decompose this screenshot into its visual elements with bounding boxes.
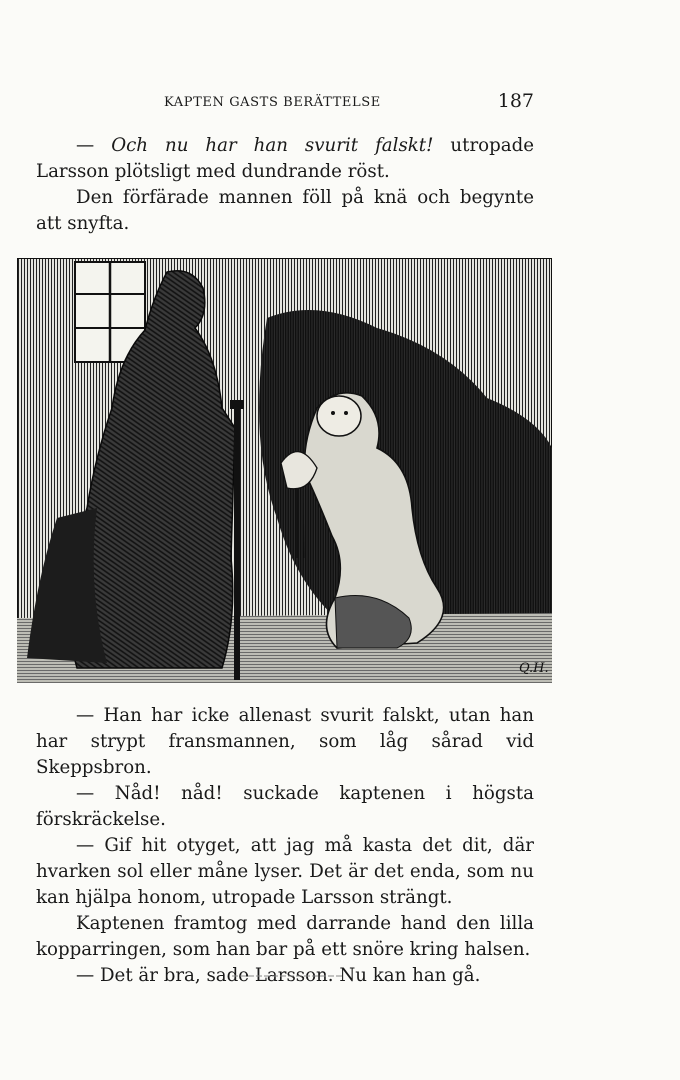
engraving-illustration [17,258,552,683]
paragraph: — Och nu har han svurit falskt! utropade Larsson plötsligt med dundrande röst. [36,135,534,182]
paragraph: — Han har icke allenast svurit falskt, utan han har strypt fransmannen, som låg sårad vid Skeppsbron. [36,705,534,778]
end-ornament [232,974,342,978]
paragraph: — Nåd! nåd! suckade kaptenen i högsta förskräckelse. [36,783,534,830]
artist-signature: Q.H. [519,661,549,676]
page-header [36,90,534,116]
italic-exclamation: Och nu har han svurit falskt! [111,135,434,156]
illustration-graphic [17,258,552,683]
top-text-block [36,133,534,237]
paragraph: Den förfärade mannen föll på knä och begynte att snyfta. [36,187,534,234]
paragraph: — Gif hit otyget, att jag må kasta det dit, där hvarken sol eller måne lyser. Det är det enda, som nu kan hjälpa honom, utropade Larsson strängt. [36,835,534,908]
bottom-text-block [36,703,534,989]
paragraph: — Det är bra, sade Larsson. Nu kan han gå. [76,965,481,986]
page-number: 187 [497,90,534,112]
paragraph: Kaptenen framtog med darrande hand den lilla kopparringen, som han bar på ett snöre kring halsen. [36,913,534,960]
running-title: KAPTEN GASTS BERÄTTELSE [164,95,381,110]
